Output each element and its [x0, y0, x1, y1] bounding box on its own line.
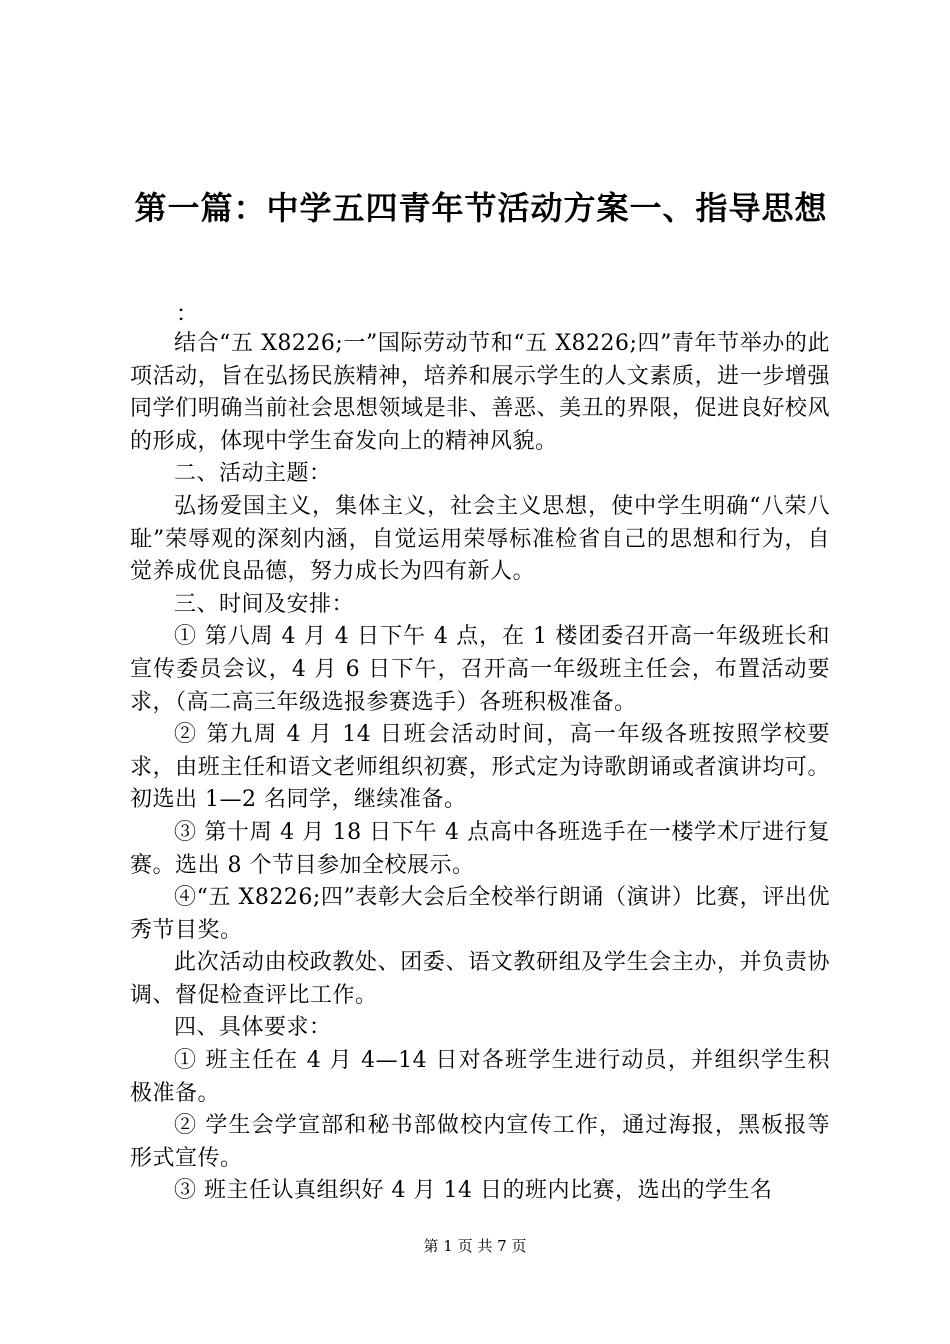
title-colon: ： — [176, 302, 199, 327]
requirement-item-3: ③ 班主任认真组织好 4 月 14 日的班内比赛，选出的学生名 — [174, 1178, 773, 1204]
schedule-item-2: ② 第九周 4 月 14 日班会活动时间，高一年级各班按照学校要求，由班主任和语文老师组织初赛，形式定为诗歌朗诵或者演讲均可。初选出 1—2 名同学，继续准备。 — [130, 722, 830, 813]
paragraph-guiding-idea: 结合“五 X8226;一”国际劳动节和“五 X8226;四”青年节举办的此项活动，旨在弘扬民族精神，培养和展示学生的人文素质，进一步增强同学们明确当前社会思想领域是非、善恶、美丑的界限，促进良好校风的形成，体现中学生奋发向上的精神风貌。 — [130, 331, 830, 454]
document-body — [130, 328, 830, 1208]
paragraph-activity-theme: 弘扬爱国主义，集体主义，社会主义思想，使中学生明确“八荣八耻”荣辱观的深刻内涵，自觉运用荣辱标准检省自己的思想和行为，自觉养成优良品德，努力成长为四有新人。 — [130, 493, 830, 585]
schedule-item-3: ③ 第十周 4 月 18 日下午 4 点高中各班选手在一楼学术厅进行复赛。选出 8 个节目参加全校展示。 — [130, 819, 830, 878]
page-footer: 第 1 页 共 7 页 — [423, 1237, 527, 1255]
heading-requirements: 四、具体要求： — [174, 1015, 332, 1041]
paragraph-organizers: 此次活动由校政教处、团委、语文教研组及学生会主办，并负责协调、督促检查评比工作。 — [130, 950, 830, 1008]
schedule-item-4: ④“五 X8226;四”表彰大会后全校举行朗诵（演讲）比赛，评出优秀节目奖。 — [130, 885, 830, 943]
heading-activity-theme: 二、活动主题： — [174, 461, 332, 487]
document-title: 第一篇：中学五四青年节活动方案一、指导思想 — [134, 189, 828, 227]
schedule-item-1: ① 第八周 4 月 4 日下午 4 点，在 1 楼团委召开高一年级班长和宣传委员会议，4 月 6 日下午，召开高一年级班主任会，布置活动要求，（高二高三年级选报参赛选手）各班积极准备。 — [130, 624, 830, 715]
heading-schedule: 三、时间及安排： — [174, 591, 355, 617]
requirement-item-1: ① 班主任在 4 月 4—14 日对各班学生进行动员，并组织学生积极准备。 — [130, 1048, 830, 1106]
requirement-item-2: ② 学生会学宣部和秘书部做校内宣传工作，通过海报，黑板报等形式宣传。 — [130, 1113, 830, 1171]
